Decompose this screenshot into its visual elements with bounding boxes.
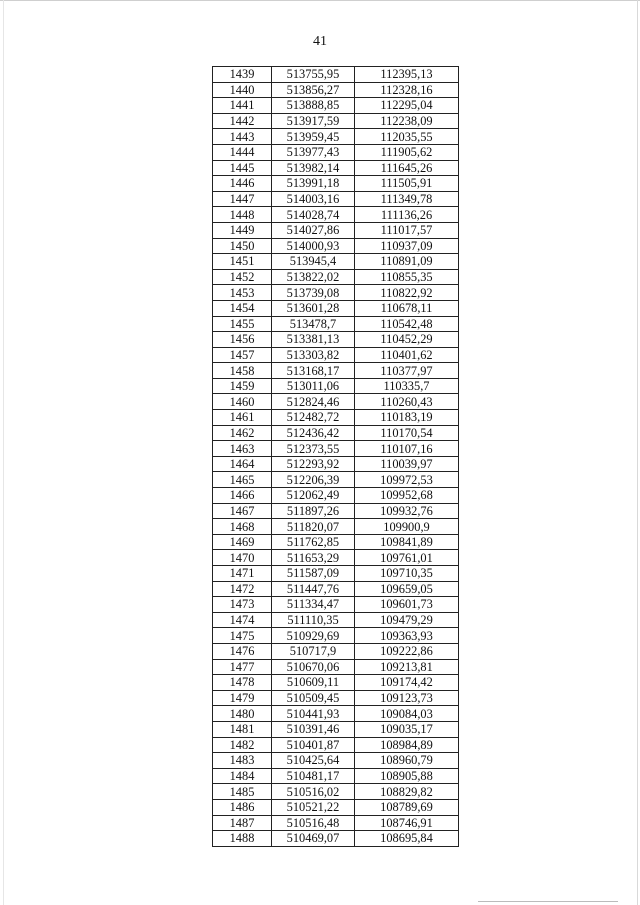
point-number-cell: 1460 bbox=[213, 394, 272, 410]
point-number-cell: 1478 bbox=[213, 675, 272, 691]
y-coordinate-cell: 109479,29 bbox=[355, 612, 459, 628]
x-coordinate-cell: 513755,95 bbox=[272, 67, 355, 83]
x-coordinate-cell: 513888,85 bbox=[272, 98, 355, 114]
y-coordinate-cell: 109710,35 bbox=[355, 566, 459, 582]
point-number-cell: 1447 bbox=[213, 191, 272, 207]
y-coordinate-cell: 110452,29 bbox=[355, 332, 459, 348]
x-coordinate-cell: 514003,16 bbox=[272, 191, 355, 207]
point-number-cell: 1462 bbox=[213, 425, 272, 441]
table-row bbox=[213, 550, 459, 566]
y-coordinate-cell: 111136,26 bbox=[355, 207, 459, 223]
x-coordinate-cell: 513856,27 bbox=[272, 82, 355, 98]
y-coordinate-cell: 108984,89 bbox=[355, 737, 459, 753]
x-coordinate-cell: 512293,92 bbox=[272, 456, 355, 472]
point-number-cell: 1461 bbox=[213, 410, 272, 426]
x-coordinate-cell: 511762,85 bbox=[272, 534, 355, 550]
table-row bbox=[213, 690, 459, 706]
x-coordinate-cell: 510509,45 bbox=[272, 690, 355, 706]
y-coordinate-cell: 109761,01 bbox=[355, 550, 459, 566]
y-coordinate-cell: 109363,93 bbox=[355, 628, 459, 644]
y-coordinate-cell: 111349,78 bbox=[355, 191, 459, 207]
x-coordinate-cell: 510670,06 bbox=[272, 659, 355, 675]
x-coordinate-cell: 513601,28 bbox=[272, 300, 355, 316]
x-coordinate-cell: 512482,72 bbox=[272, 410, 355, 426]
table-row bbox=[213, 706, 459, 722]
y-coordinate-cell: 109084,03 bbox=[355, 706, 459, 722]
y-coordinate-cell: 108789,69 bbox=[355, 799, 459, 815]
x-coordinate-cell: 511897,26 bbox=[272, 503, 355, 519]
x-coordinate-cell: 510425,64 bbox=[272, 753, 355, 769]
table-row bbox=[213, 316, 459, 332]
point-number-cell: 1480 bbox=[213, 706, 272, 722]
table-row bbox=[213, 113, 459, 129]
x-coordinate-cell: 510391,46 bbox=[272, 721, 355, 737]
point-number-cell: 1483 bbox=[213, 753, 272, 769]
y-coordinate-cell: 109900,9 bbox=[355, 519, 459, 535]
page-left-edge bbox=[3, 0, 4, 905]
point-number-cell: 1468 bbox=[213, 519, 272, 535]
y-coordinate-cell: 110937,09 bbox=[355, 238, 459, 254]
point-number-cell: 1470 bbox=[213, 550, 272, 566]
y-coordinate-cell: 112035,55 bbox=[355, 129, 459, 145]
point-number-cell: 1444 bbox=[213, 144, 272, 160]
y-coordinate-cell: 110260,43 bbox=[355, 394, 459, 410]
x-coordinate-cell: 513381,13 bbox=[272, 332, 355, 348]
x-coordinate-cell: 511334,47 bbox=[272, 597, 355, 613]
table-row bbox=[213, 784, 459, 800]
point-number-cell: 1449 bbox=[213, 222, 272, 238]
x-coordinate-cell: 512206,39 bbox=[272, 472, 355, 488]
x-coordinate-cell: 513303,82 bbox=[272, 347, 355, 363]
point-number-cell: 1448 bbox=[213, 207, 272, 223]
point-number-cell: 1473 bbox=[213, 597, 272, 613]
x-coordinate-cell: 511653,29 bbox=[272, 550, 355, 566]
x-coordinate-cell: 513991,18 bbox=[272, 176, 355, 192]
x-coordinate-cell: 514028,74 bbox=[272, 207, 355, 223]
x-coordinate-cell: 514027,86 bbox=[272, 222, 355, 238]
x-coordinate-cell: 510929,69 bbox=[272, 628, 355, 644]
x-coordinate-cell: 513739,08 bbox=[272, 285, 355, 301]
x-coordinate-cell: 513917,59 bbox=[272, 113, 355, 129]
point-number-cell: 1475 bbox=[213, 628, 272, 644]
point-number-cell: 1469 bbox=[213, 534, 272, 550]
y-coordinate-cell: 109952,68 bbox=[355, 488, 459, 504]
point-number-cell: 1466 bbox=[213, 488, 272, 504]
x-coordinate-cell: 510401,87 bbox=[272, 737, 355, 753]
table-row bbox=[213, 753, 459, 769]
y-coordinate-cell: 111017,57 bbox=[355, 222, 459, 238]
x-coordinate-cell: 512436,42 bbox=[272, 425, 355, 441]
table-row bbox=[213, 815, 459, 831]
point-number-cell: 1481 bbox=[213, 721, 272, 737]
y-coordinate-cell: 111505,91 bbox=[355, 176, 459, 192]
point-number-cell: 1486 bbox=[213, 799, 272, 815]
table-row bbox=[213, 659, 459, 675]
point-number-cell: 1440 bbox=[213, 82, 272, 98]
table-row bbox=[213, 597, 459, 613]
x-coordinate-cell: 513945,4 bbox=[272, 254, 355, 270]
table-row bbox=[213, 799, 459, 815]
table-row bbox=[213, 160, 459, 176]
x-coordinate-cell: 511110,35 bbox=[272, 612, 355, 628]
page-bottom-mark bbox=[478, 901, 618, 902]
point-number-cell: 1476 bbox=[213, 643, 272, 659]
point-number-cell: 1487 bbox=[213, 815, 272, 831]
x-coordinate-cell: 514000,93 bbox=[272, 238, 355, 254]
y-coordinate-cell: 109174,42 bbox=[355, 675, 459, 691]
x-coordinate-cell: 510469,07 bbox=[272, 831, 355, 847]
y-coordinate-cell: 108695,84 bbox=[355, 831, 459, 847]
x-coordinate-cell: 512062,49 bbox=[272, 488, 355, 504]
coordinates-table-body bbox=[213, 67, 459, 847]
table-row bbox=[213, 612, 459, 628]
y-coordinate-cell: 110855,35 bbox=[355, 269, 459, 285]
table-row bbox=[213, 269, 459, 285]
table-row bbox=[213, 410, 459, 426]
point-number-cell: 1457 bbox=[213, 347, 272, 363]
point-number-cell: 1477 bbox=[213, 659, 272, 675]
table-row bbox=[213, 456, 459, 472]
x-coordinate-cell: 513959,45 bbox=[272, 129, 355, 145]
y-coordinate-cell: 109213,81 bbox=[355, 659, 459, 675]
y-coordinate-cell: 110107,16 bbox=[355, 441, 459, 457]
table-row bbox=[213, 144, 459, 160]
table-row bbox=[213, 222, 459, 238]
x-coordinate-cell: 513822,02 bbox=[272, 269, 355, 285]
table-row bbox=[213, 737, 459, 753]
point-number-cell: 1467 bbox=[213, 503, 272, 519]
y-coordinate-cell: 109123,73 bbox=[355, 690, 459, 706]
table-row bbox=[213, 488, 459, 504]
table-row bbox=[213, 721, 459, 737]
table-row bbox=[213, 425, 459, 441]
x-coordinate-cell: 511587,09 bbox=[272, 566, 355, 582]
y-coordinate-cell: 110039,97 bbox=[355, 456, 459, 472]
point-number-cell: 1471 bbox=[213, 566, 272, 582]
point-number-cell: 1488 bbox=[213, 831, 272, 847]
table-row bbox=[213, 378, 459, 394]
table-row bbox=[213, 129, 459, 145]
y-coordinate-cell: 111645,26 bbox=[355, 160, 459, 176]
table-row bbox=[213, 628, 459, 644]
y-coordinate-cell: 112295,04 bbox=[355, 98, 459, 114]
table-row bbox=[213, 534, 459, 550]
table-row bbox=[213, 675, 459, 691]
y-coordinate-cell: 112395,13 bbox=[355, 67, 459, 83]
y-coordinate-cell: 110183,19 bbox=[355, 410, 459, 426]
y-coordinate-cell: 112328,16 bbox=[355, 82, 459, 98]
x-coordinate-cell: 510441,93 bbox=[272, 706, 355, 722]
table-row bbox=[213, 363, 459, 379]
y-coordinate-cell: 110170,54 bbox=[355, 425, 459, 441]
y-coordinate-cell: 110542,48 bbox=[355, 316, 459, 332]
y-coordinate-cell: 112238,09 bbox=[355, 113, 459, 129]
y-coordinate-cell: 110335,7 bbox=[355, 378, 459, 394]
y-coordinate-cell: 109222,86 bbox=[355, 643, 459, 659]
x-coordinate-cell: 513977,43 bbox=[272, 144, 355, 160]
table-row bbox=[213, 332, 459, 348]
point-number-cell: 1455 bbox=[213, 316, 272, 332]
x-coordinate-cell: 510609,11 bbox=[272, 675, 355, 691]
point-number-cell: 1439 bbox=[213, 67, 272, 83]
y-coordinate-cell: 110891,09 bbox=[355, 254, 459, 270]
point-number-cell: 1442 bbox=[213, 113, 272, 129]
x-coordinate-cell: 510717,9 bbox=[272, 643, 355, 659]
y-coordinate-cell: 109659,05 bbox=[355, 581, 459, 597]
table-row bbox=[213, 238, 459, 254]
point-number-cell: 1441 bbox=[213, 98, 272, 114]
table-row bbox=[213, 643, 459, 659]
y-coordinate-cell: 111905,62 bbox=[355, 144, 459, 160]
table-row bbox=[213, 176, 459, 192]
point-number-cell: 1443 bbox=[213, 129, 272, 145]
x-coordinate-cell: 511820,07 bbox=[272, 519, 355, 535]
y-coordinate-cell: 109035,17 bbox=[355, 721, 459, 737]
y-coordinate-cell: 108829,82 bbox=[355, 784, 459, 800]
point-number-cell: 1465 bbox=[213, 472, 272, 488]
table-row bbox=[213, 581, 459, 597]
y-coordinate-cell: 109972,53 bbox=[355, 472, 459, 488]
point-number-cell: 1446 bbox=[213, 176, 272, 192]
point-number-cell: 1453 bbox=[213, 285, 272, 301]
table-row bbox=[213, 191, 459, 207]
x-coordinate-cell: 513478,7 bbox=[272, 316, 355, 332]
y-coordinate-cell: 110678,11 bbox=[355, 300, 459, 316]
x-coordinate-cell: 513011,06 bbox=[272, 378, 355, 394]
table-row bbox=[213, 347, 459, 363]
point-number-cell: 1474 bbox=[213, 612, 272, 628]
table-row bbox=[213, 472, 459, 488]
y-coordinate-cell: 110377,97 bbox=[355, 363, 459, 379]
point-number-cell: 1451 bbox=[213, 254, 272, 270]
y-coordinate-cell: 109601,73 bbox=[355, 597, 459, 613]
table-row bbox=[213, 67, 459, 83]
table-row bbox=[213, 503, 459, 519]
x-coordinate-cell: 513982,14 bbox=[272, 160, 355, 176]
x-coordinate-cell: 512373,55 bbox=[272, 441, 355, 457]
point-number-cell: 1454 bbox=[213, 300, 272, 316]
point-number-cell: 1463 bbox=[213, 441, 272, 457]
y-coordinate-cell: 109841,89 bbox=[355, 534, 459, 550]
point-number-cell: 1479 bbox=[213, 690, 272, 706]
point-number-cell: 1459 bbox=[213, 378, 272, 394]
x-coordinate-cell: 511447,76 bbox=[272, 581, 355, 597]
point-number-cell: 1452 bbox=[213, 269, 272, 285]
point-number-cell: 1456 bbox=[213, 332, 272, 348]
point-number-cell: 1485 bbox=[213, 784, 272, 800]
table-row bbox=[213, 831, 459, 847]
coordinates-table bbox=[212, 66, 459, 847]
y-coordinate-cell: 109932,76 bbox=[355, 503, 459, 519]
point-number-cell: 1464 bbox=[213, 456, 272, 472]
x-coordinate-cell: 512824,46 bbox=[272, 394, 355, 410]
table-row bbox=[213, 82, 459, 98]
table-row bbox=[213, 207, 459, 223]
table-row bbox=[213, 394, 459, 410]
table-row bbox=[213, 519, 459, 535]
y-coordinate-cell: 108746,91 bbox=[355, 815, 459, 831]
y-coordinate-cell: 110822,92 bbox=[355, 285, 459, 301]
page-top-edge bbox=[0, 0, 640, 1]
x-coordinate-cell: 510516,02 bbox=[272, 784, 355, 800]
point-number-cell: 1445 bbox=[213, 160, 272, 176]
x-coordinate-cell: 510481,17 bbox=[272, 768, 355, 784]
table-row bbox=[213, 768, 459, 784]
y-coordinate-cell: 110401,62 bbox=[355, 347, 459, 363]
x-coordinate-cell: 510516,48 bbox=[272, 815, 355, 831]
table-row bbox=[213, 441, 459, 457]
table-row bbox=[213, 300, 459, 316]
page-number: 41 bbox=[313, 34, 327, 49]
table-row bbox=[213, 98, 459, 114]
page-right-edge bbox=[637, 0, 638, 905]
table-row bbox=[213, 254, 459, 270]
point-number-cell: 1458 bbox=[213, 363, 272, 379]
y-coordinate-cell: 108905,88 bbox=[355, 768, 459, 784]
point-number-cell: 1472 bbox=[213, 581, 272, 597]
point-number-cell: 1450 bbox=[213, 238, 272, 254]
x-coordinate-cell: 510521,22 bbox=[272, 799, 355, 815]
point-number-cell: 1484 bbox=[213, 768, 272, 784]
table-row bbox=[213, 566, 459, 582]
table-row bbox=[213, 285, 459, 301]
point-number-cell: 1482 bbox=[213, 737, 272, 753]
x-coordinate-cell: 513168,17 bbox=[272, 363, 355, 379]
y-coordinate-cell: 108960,79 bbox=[355, 753, 459, 769]
